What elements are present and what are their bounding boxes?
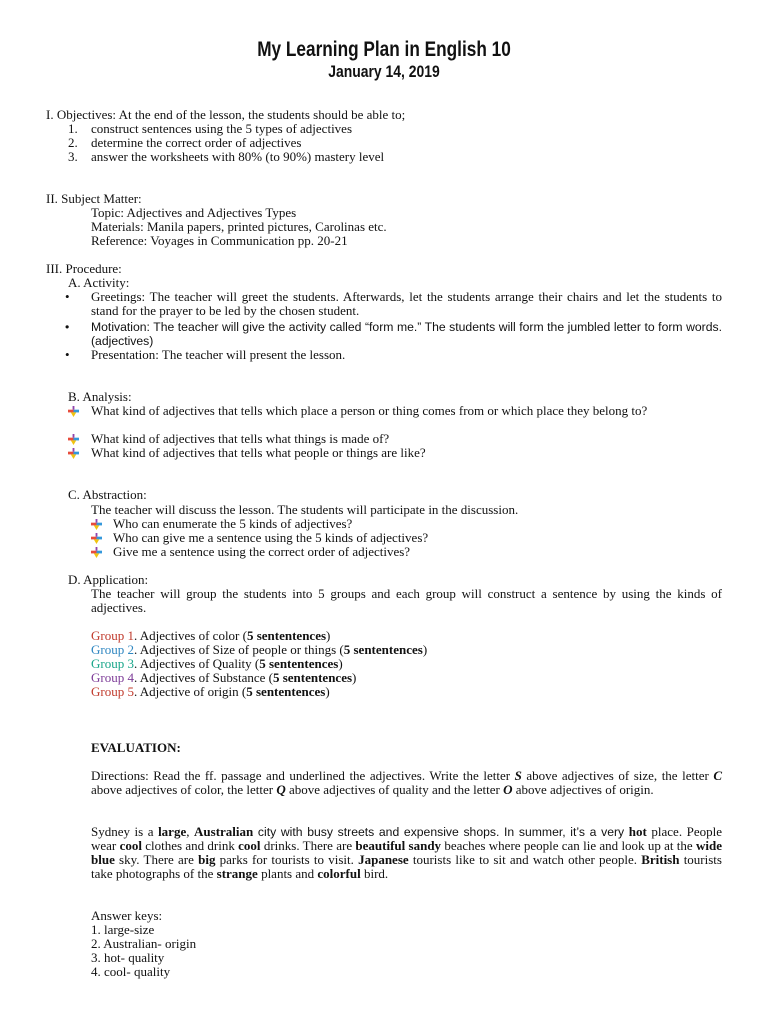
group-line: Group 4. Adjectives of Substance (5 sententences) (91, 670, 357, 685)
group-line: Group 2. Adjectives of Size of people or things (5 sententences) (91, 642, 428, 657)
answer-key-item: 3. hot- quality (91, 950, 165, 965)
objective-num: 1. (68, 121, 78, 136)
objective-item: construct sentences using the 5 types of adjectives (91, 121, 353, 136)
objective-item: determine the correct order of adjectives (91, 135, 302, 150)
evaluation-passage: Sydney is a large, Australian city with busy streets and expensive shops. In summer, it’s a very hot place. People wear cool clothes and drink cool drinks. There are beautiful sandy beaches where people can lie and look up at the wide blue sky. There are big parks for tourists to visit. Japanese tourists like to sit and watch other people. British tourists take photographs of the strange plants and colorful bird. (91, 824, 722, 881)
activity-bullet-motivation: • Motivation: The teacher will give the activity called “form me.” The students will form the jumbled letter to form words. (adjectives) (91, 320, 722, 348)
colored-down-arrow-icon (68, 434, 79, 445)
activity-label: A. Activity: (68, 275, 130, 290)
abstraction-label: C. Abstraction: (68, 487, 147, 502)
analysis-question: What kind of adjectives that tells what things is made of? (91, 431, 390, 446)
activity-bullet-presentation: • Presentation: The teacher will present the lesson. (91, 348, 345, 362)
abstraction-question: Who can give me a sentence using the 5 kinds of adjectives? (113, 530, 429, 545)
colored-down-arrow-icon (68, 406, 79, 417)
subject-topic: Topic: Adjectives and Adjectives Types (91, 205, 297, 220)
colored-down-arrow-icon (68, 448, 79, 459)
group-name: Group 3 (91, 656, 134, 671)
group-line: Group 3. Adjectives of Quality (5 sententences) (91, 656, 343, 671)
objective-item: answer the worksheets with 80% (to 90%) mastery level (91, 149, 385, 164)
objective-num: 2. (68, 135, 78, 150)
abstraction-intro: The teacher will discuss the lesson. The students will participate in the discussion. (91, 502, 519, 517)
subject-reference: Reference: Voyages in Communication pp. 20-21 (91, 233, 348, 248)
group-name: Group 5 (91, 684, 134, 699)
objectives-heading: I. Objectives: At the end of the lesson, the students should be able to; (46, 107, 406, 122)
answer-key-item: 1. large-size (91, 922, 155, 937)
page-date: January 14, 2019 (328, 62, 440, 81)
group-name: Group 4 (91, 670, 134, 685)
evaluation-directions: Directions: Read the ff. passage and underlined the adjectives. Write the letter S above adjectives of size, the letter C above adjectives of color, the letter Q above adjectives of quality and the letter O above adjectives of origin. (91, 768, 722, 797)
group-name: Group 2 (91, 642, 134, 657)
page-title: My Learning Plan in English 10 (257, 38, 511, 61)
abstraction-question: Give me a sentence using the correct order of adjectives? (113, 544, 411, 559)
subject-materials: Materials: Manila papers, printed pictures, Carolinas etc. (91, 219, 387, 234)
answer-key-item: 4. cool- quality (91, 964, 171, 979)
objective-num: 3. (68, 149, 78, 164)
abstraction-question: Who can enumerate the 5 kinds of adjectives? (113, 516, 353, 531)
analysis-question: What kind of adjectives that tells which place a person or thing comes from or which place they belong to? (91, 403, 648, 418)
group-line: Group 1. Adjectives of color (5 sententences) (91, 628, 331, 643)
analysis-label: B. Analysis: (68, 389, 132, 404)
colored-down-arrow-icon (91, 547, 102, 558)
evaluation-heading: EVALUATION: (91, 740, 181, 755)
answer-key-item: 2. Australian- origin (91, 936, 197, 951)
answer-keys-label: Answer keys: (91, 908, 163, 923)
group-name: Group 1 (91, 628, 134, 643)
activity-bullet-greetings: • Greetings: The teacher will greet the students. Afterwards, let the students arrange their chairs and let the students to stand for the prayer to be led by the chosen student. (91, 290, 722, 318)
application-intro: The teacher will group the students into 5 groups and each group will construct a sentence by using the kinds of adjectives. (91, 586, 722, 615)
subject-matter-heading: II. Subject Matter: (46, 191, 142, 206)
group-line: Group 5. Adjective of origin (5 sententences) (91, 684, 330, 699)
colored-down-arrow-icon (91, 533, 102, 544)
analysis-question: What kind of adjectives that tells what people or things are like? (91, 445, 426, 460)
application-label: D. Application: (68, 572, 149, 587)
procedure-heading: III. Procedure: (46, 261, 122, 276)
colored-down-arrow-icon (91, 519, 102, 530)
